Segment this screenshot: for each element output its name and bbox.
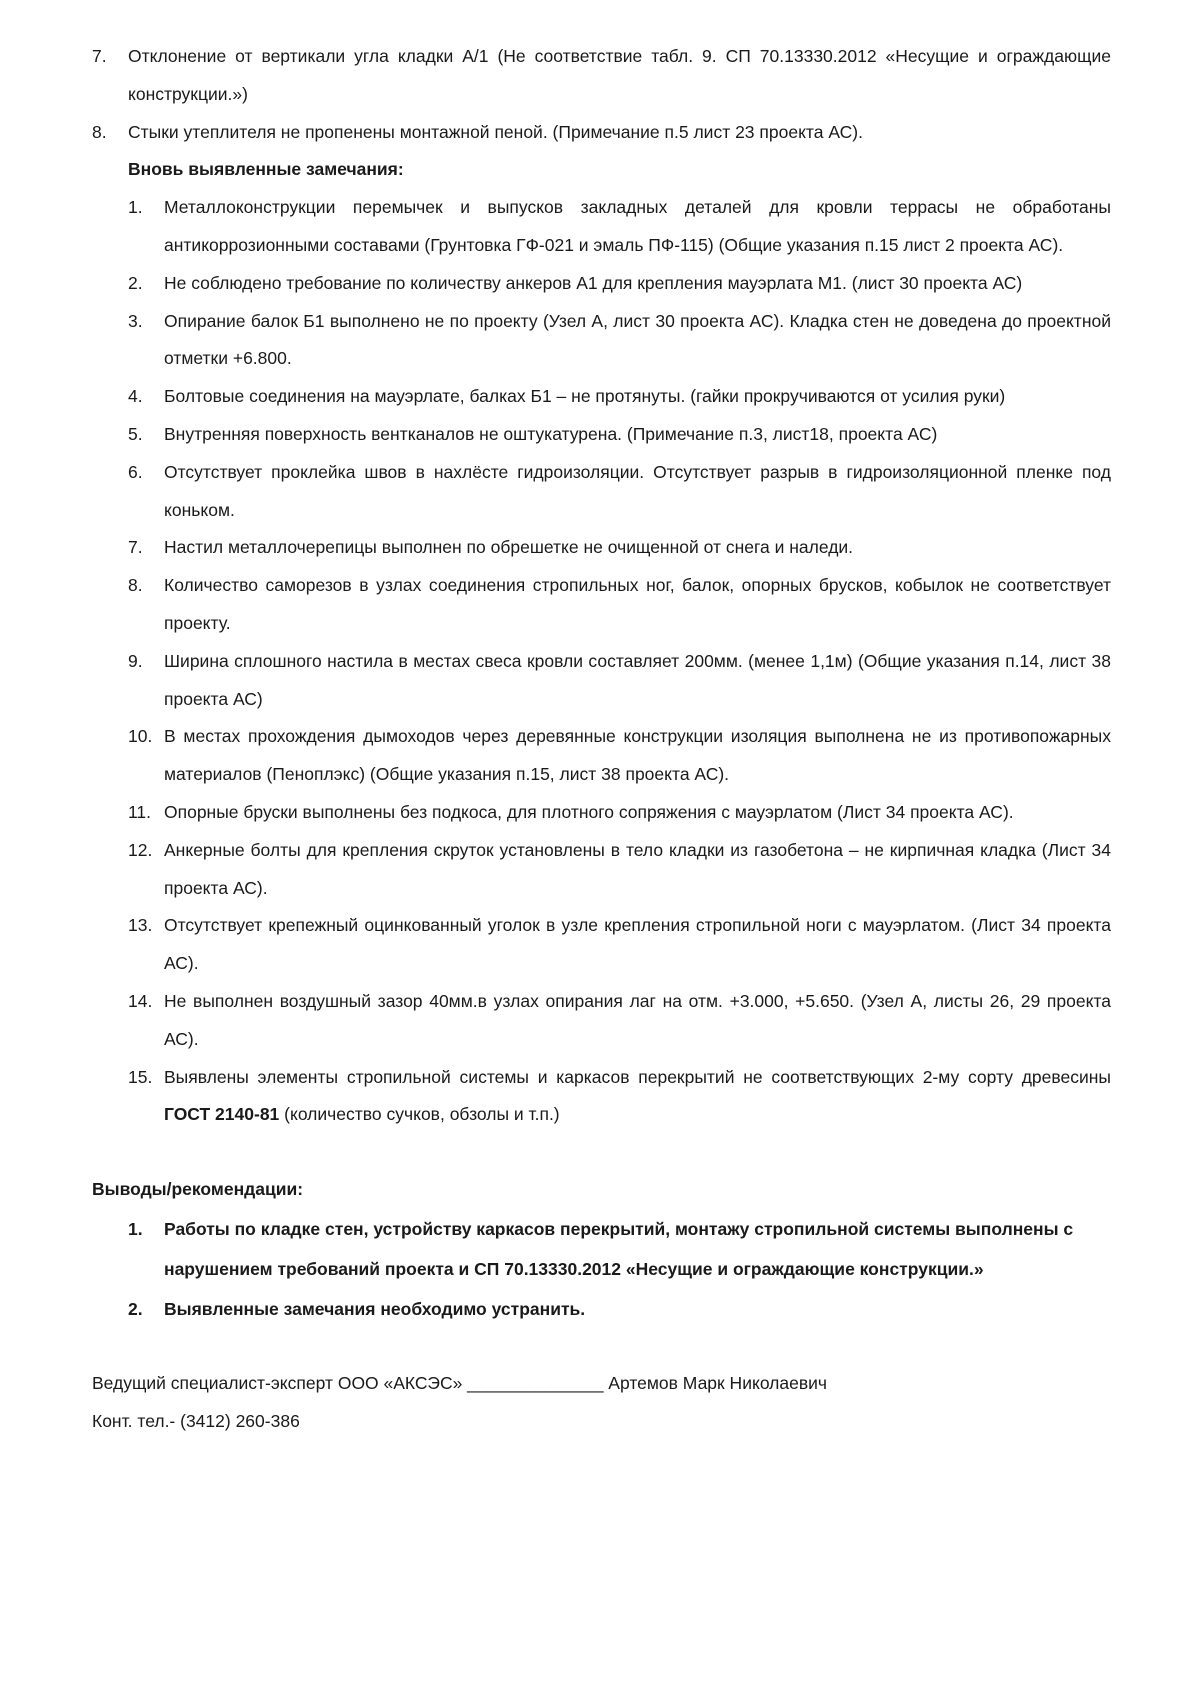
phone-line: Конт. тел.- (3412) 260-386 (92, 1410, 300, 1431)
signature-line: Ведущий специалист-эксперт ООО «АКСЭС» ______________ Артемов Марк Николаевич (92, 1372, 828, 1393)
list-item (92, 38, 1111, 114)
item-number: 1. (128, 1218, 143, 1239)
item-text: Внутренняя поверхность вентканалов не оштукатурена. (Примечание п.3, лист18, проекта АС) (164, 423, 938, 444)
item-number: 3. (128, 310, 143, 331)
item-number: 9. (128, 650, 143, 671)
item-text: Настил металлочерепицы выполнен по обрешетке не очищенной от снега и наледи. (164, 537, 854, 558)
item-number: 13. (128, 915, 153, 936)
conclusions-heading: Выводы/рекомендации: (92, 1179, 304, 1200)
conclusions-list (128, 1209, 1111, 1329)
item-number: 10. (128, 726, 153, 747)
list-item (128, 189, 1111, 265)
item-number: 8. (128, 575, 143, 596)
item-number: 11. (128, 801, 152, 822)
list-item (128, 718, 1111, 794)
gost-reference: ГОСТ 2140-81 (164, 1104, 280, 1125)
item-text: Выявленные замечания необходимо устранить. (164, 1298, 586, 1319)
item-text: Опирание балок Б1 выполнено не по проекту (Узел А, лист 30 проекта АС). Кладка стен не доведена до проектной отметки +6.800. (164, 310, 1111, 369)
item-text: Отсутствует крепежный оцинкованный уголок в узле крепления стропильной ноги с мауэрлатом. (Лист 34 проекта АС). (164, 915, 1111, 974)
item-text: Опорные бруски выполнены без подкоса, для плотного сопряжения с мауэрлатом (Лист 34 проекта АС). (164, 801, 1014, 822)
list-item (92, 114, 1111, 152)
item-text: Стыки утеплителя не пропенены монтажной пеной. (Примечание п.5 лист 23 проекта АС). (128, 121, 863, 142)
list-item (128, 378, 1111, 416)
item-number: 7. (92, 46, 107, 66)
item-number: 8. (92, 121, 107, 142)
item-number: 4. (128, 386, 143, 407)
item-text-part: (количество сучков, обзолы и т.п.) (279, 1104, 560, 1125)
item-text: В местах прохождения дымоходов через деревянные конструкции изоляция выполнена не из противопожарных материалов (Пеноплэкс) (Общие указания п.15, лист 38 проекта АС). (164, 726, 1111, 785)
list-item (128, 832, 1111, 908)
item-number: 14. (128, 990, 153, 1011)
item-text: Болтовые соединения на мауэрлате, балках Б1 – не протянуты. (гайки прокручиваются от усилия руки) (164, 386, 1006, 407)
item-text: Ширина сплошного настила в местах свеса кровли составляет 200мм. (менее 1,1м) (Общие указания п.14, лист 38 проекта АС) (164, 650, 1111, 709)
list-item (128, 794, 1111, 832)
item-text: Количество саморезов в узлах соединения стропильных ног, балок, опорных брусков, кобылок не соответствует проекту. (164, 575, 1111, 633)
item-number: 6. (128, 461, 143, 482)
list-item (128, 567, 1111, 643)
item-text: Отсутствует проклейка швов в нахлёсте гидроизоляции. Отсутствует разрыв в гидроизоляционной пленке под коньком. (164, 461, 1111, 520)
item-number: 1. (128, 197, 143, 218)
list-item (128, 529, 1111, 567)
item-number: 5. (128, 423, 143, 444)
item-text-part: Выявлены элементы стропильной системы и каркасов перекрытий не соответствующих 2-му сорту древесины (164, 1066, 1111, 1087)
item-text: Отклонение от вертикали угла кладки А/1 (Не соответствие табл. 9. СП 70.13330.2012 «Несущие и ограждающие конструкции.») (128, 46, 1111, 104)
item-text (164, 1059, 1111, 1135)
item-text: Металлоконструкции перемычек и выпусков закладных деталей для кровли террасы не обработаны антикоррозионными составами (Грунтовка ГФ-021 и эмаль ПФ-115) (Общие указания п.15 лист 2 проекта АС). (164, 197, 1111, 255)
item-number: 7. (128, 537, 143, 558)
item-number: 15. (128, 1066, 153, 1087)
list-item (128, 1289, 1111, 1329)
item-number: 2. (128, 1298, 143, 1319)
item-text: Не соблюдено требование по количеству анкеров А1 для крепления мауэрлата М1. (лист 30 проекта АС) (164, 272, 1023, 293)
new-remarks-list (128, 189, 1111, 1134)
item-number: 2. (128, 272, 143, 293)
item-text: Работы по кладке стен, устройству каркасов перекрытий, монтажу стропильной системы выполнены с нарушением требований проекта и СП 70.13330.2012 «Несущие и ограждающие конструкции.» (164, 1218, 1074, 1279)
list-item (128, 416, 1111, 454)
item-text: Не выполнен воздушный зазор 40мм.в узлах опирания лаг на отм. +3.000, +5.650. (Узел А, листы 26, 29 проекта АС). (164, 990, 1111, 1049)
new-remarks-heading: Вновь выявленные замечания: (128, 159, 404, 180)
list-item (128, 643, 1111, 719)
list-item (128, 1059, 1111, 1135)
list-item (128, 303, 1111, 379)
list-item (128, 907, 1111, 983)
item-number: 12. (128, 839, 153, 860)
list-item (128, 1209, 1111, 1289)
list-item (128, 265, 1111, 303)
item-text: Анкерные болты для крепления скруток установлены в тело кладки из газобетона – не кирпичная кладка (Лист 34 проекта АС). (164, 839, 1111, 898)
list-item (128, 454, 1111, 530)
signature-block (92, 1365, 1111, 1441)
list-item (128, 983, 1111, 1059)
